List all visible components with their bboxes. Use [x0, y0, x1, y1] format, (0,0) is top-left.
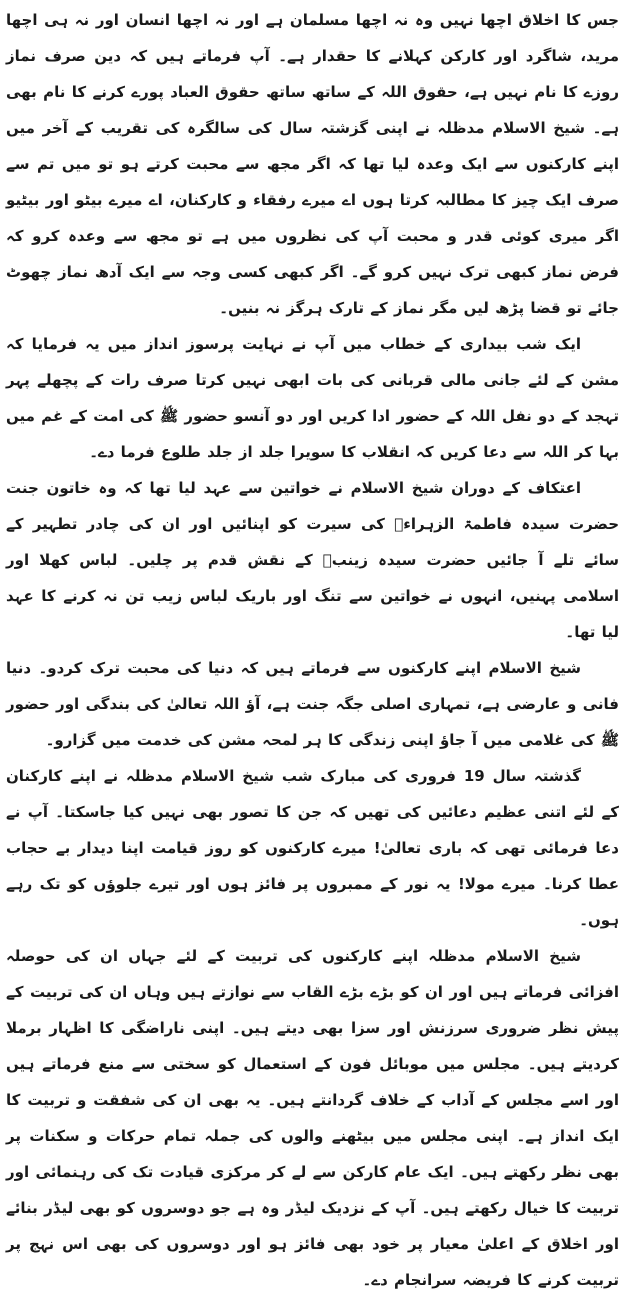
article-text-block — [6, 2, 619, 1298]
paragraph: اعتکاف کے دوران شیخ الاسلام نے خواتین سے عہد لیا تھا کہ وہ خاتون جنت حضرت سیدہ فاطمۃ الزہراءؓ کی سیرت کو اپنائیں اور ان کی چادر تطہیر کے سائے تلے آ جائیں حضرت سیدہ زینبؓ کے نقش قدم پر چلیں۔ لباس کھلا اور اسلامی پہنیں، انہوں نے خواتین سے تنگ اور باریک لباس زیب تن نہ کرنے کا عہد لیا تھا۔ — [6, 479, 619, 641]
paragraph: گذشتہ سال 19 فروری کی مبارک شب شیخ الاسلام مدظلہ نے اپنے کارکنان کے لئے اتنی عظیم دعائیں کی تھیں کہ جن کا تصور بھی نہیں کیا جاسکتا۔ آپ نے دعا فرمائی تھی کہ باری تعالیٰ! میرے کارکنوں کو روز قیامت اپنا دیدار بے حجاب عطا کرنا۔ میرے مولا! یہ نور کے ممبروں پر فائز ہوں اور تیرے جلوؤں کو تک رہے ہوں۔ — [6, 767, 619, 929]
paragraph: ایک شب بیداری کے خطاب میں آپ نے نہایت پرسوز انداز میں یہ فرمایا کہ مشن کے لئے جانی مالی قربانی کی بات ابھی نہیں کرتا صرف رات کے پچھلے پہر تہجد کے دو نفل اللہ کے حضور ادا کریں اور دو آنسو حضور ﷺ کی امت کے غم میں بہا کر اللہ سے دعا کریں کہ انقلاب کا سویرا جلد از جلد طلوع فرما دے۔ — [6, 335, 619, 461]
paragraph: شیخ الاسلام مدظلہ اپنے کارکنوں کی تربیت کے لئے جہاں ان کی حوصلہ افزائی فرماتے ہیں اور ان کو بڑے بڑے القاب سے نوازتے ہیں وہاں ان کی تربیت کے پیش نظر ضروری سرزنش اور سزا بھی دیتے ہیں۔ اپنی ناراضگی کا اظہار برملا کردیتے ہیں۔ مجلس میں موبائل فون کے استعمال کو سختی سے منع فرماتے ہیں اور اسے مجلس کے آداب کے خلاف گردانتے ہیں۔ یہ بھی ان کی شفقت و تربیت کا ایک انداز ہے۔ اپنی مجلس میں بیٹھنے والوں کی جملہ تمام حرکات و سکنات پر بھی نظر رکھتے ہیں۔ ایک عام کارکن سے لے کر مرکزی قیادت تک کی رہنمائی اور تربیت کا خیال رکھتے ہیں۔ آپ کے نزدیک لیڈر وہ ہے جو دوسروں کو بھی لیڈر بنائے اور اخلاق کے اعلیٰ معیار پر خود بھی فائز ہو اور دوسروں کی بھی اس نہج پر تربیت کرنے کا فریضہ سرانجام دے۔ — [6, 947, 619, 1289]
paragraph: شیخ الاسلام اپنے کارکنوں سے فرماتے ہیں کہ دنیا کی محبت ترک کردو۔ دنیا فانی و عارضی ہے، تمہاری اصلی جگہ جنت ہے، آؤ اللہ تعالیٰ کی بندگی اور حضور ﷺ کی غلامی میں آ جاؤ اپنی زندگی کا ہر لمحہ مشن کی خدمت میں گزارو۔ — [6, 659, 619, 749]
paragraph: جس کا اخلاق اچھا نہیں وہ نہ اچھا مسلمان ہے اور نہ اچھا انسان اور نہ ہی اچھا مرید، شاگرد اور کارکن کہلانے کا حقدار ہے۔ آپ فرماتے ہیں کہ دین صرف نماز روزے کا نام نہیں ہے، حقوق اللہ کے ساتھ ساتھ حقوق العباد پورے کرنے کا نام بھی ہے۔ شیخ الاسلام مدظلہ نے اپنی گزشتہ سال کی سالگرہ کی تقریب کے آخر میں اپنے کارکنوں سے ایک وعدہ لیا تھا کہ اگر مجھ سے محبت کرتے ہو تو میں تم سے صرف ایک چیز کا مطالبہ کرتا ہوں اے میرے رفقاء و کارکنان، اے میرے بیٹو اور بیٹیو اگر میری کوئی قدر و محبت آپ کی نظروں میں ہے تو مجھ سے وعدہ کرو کہ فرض نماز کبھی ترک نہیں کرو گے۔ اگر کبھی کسی وجہ سے ایک آدھ نماز چھوٹ جائے تو قضا پڑھ لیں مگر نماز کے تارک ہرگز نہ بنیں۔ — [6, 11, 619, 317]
